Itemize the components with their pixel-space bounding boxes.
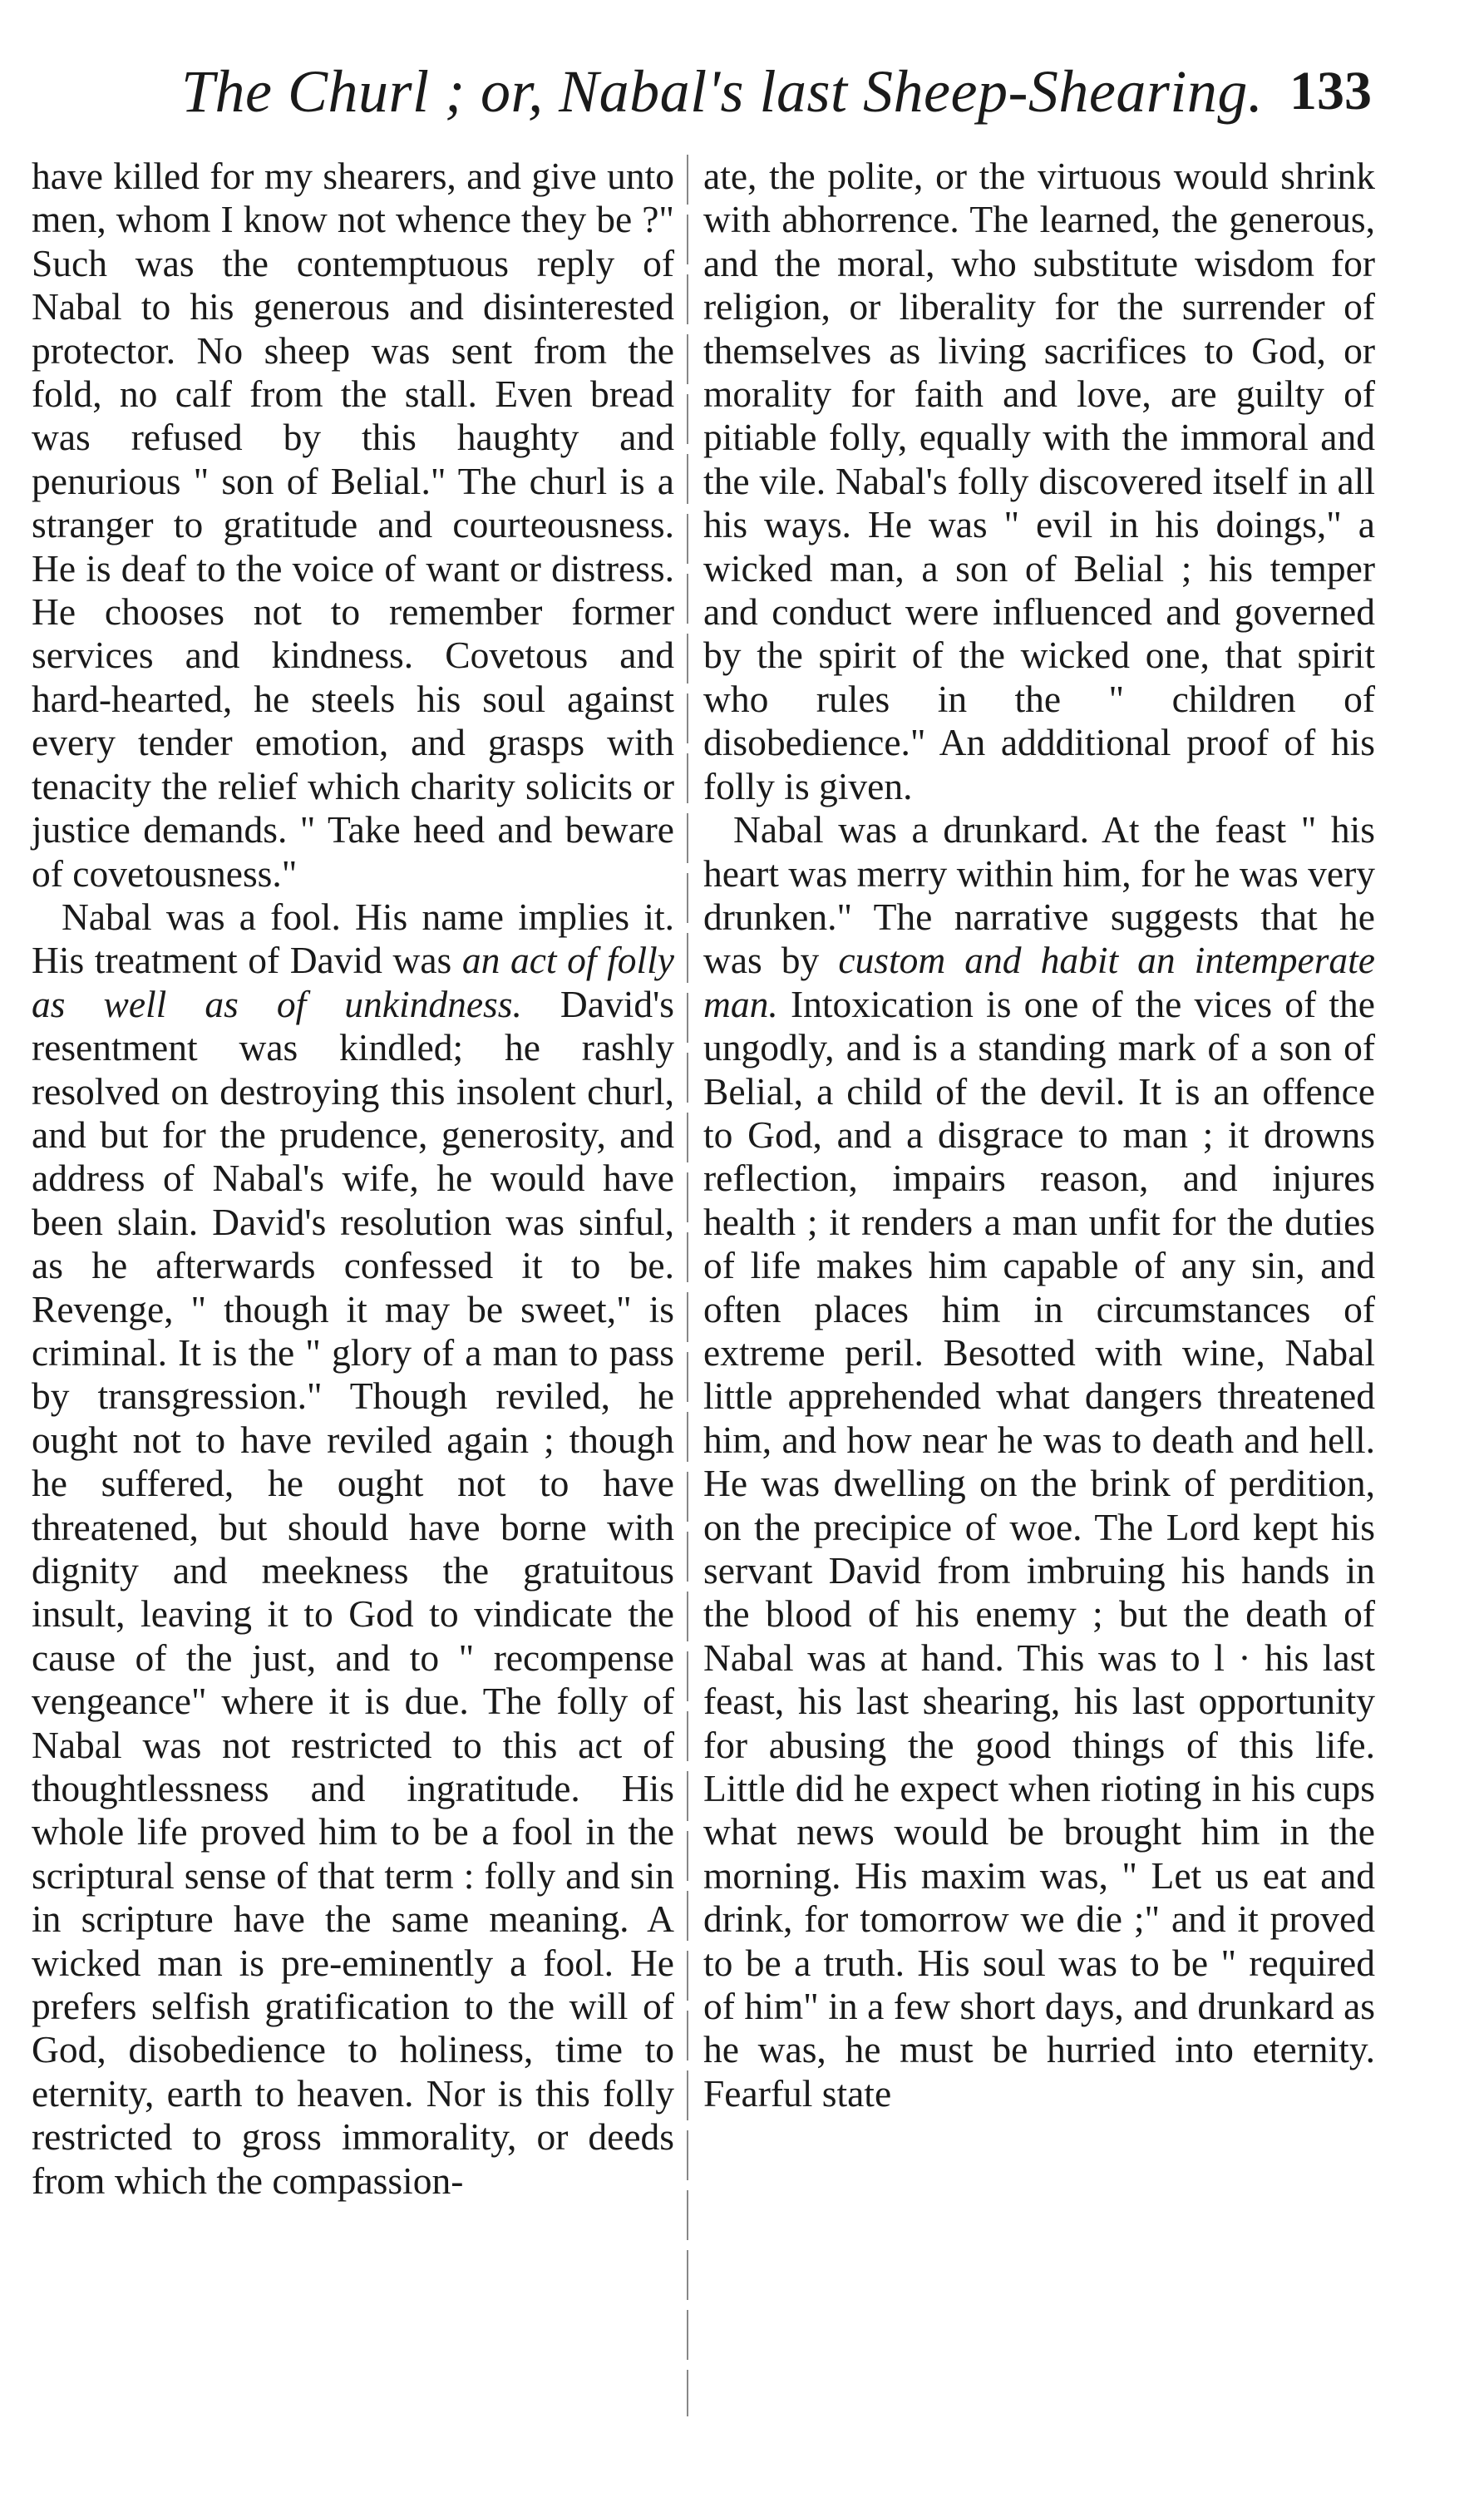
paragraph: have killed for my shearers, and give unto men, whom I know not whence they be ?" Such was the contemptuous reply of Nabal to his generous and disinterested protector. No sheep was sent from the fold, no calf from the stall. Even bread was refused by this haughty and penurious " son of Belial." The churl is a stranger to gratitude and courteousness. He is deaf to the voice of want or distress. He chooses not to remember former services and kindness. Covetous and hard-hearted, he steels his soul against every tender emotion, and grasps with tenacity the relief which charity solicits or justice demands. " Take heed and beware of covetousness."	[32, 155, 674, 895]
paragraph	[703, 808, 1375, 2115]
emphasis-text: custom and habit an intemperate man.	[703, 939, 1375, 1025]
paragraph: ate, the polite, or the virtuous would shrink with abhorrence. The learned, the generous, and the moral, who substitute wisdom for religion, or liberality for the surrender of themselves as living sacrifices to God, or morality for faith and love, are guilty of pitiable folly, equally with the immoral and the vile. Nabal's folly discovered itself in all his ways. He was " evil in his doings," a wicked man, a son of Belial ; his temper and conduct were influenced and governed by the spirit of the wicked one, that spirit who rules in the " children of disobedience." An addditional proof of his folly is given.	[703, 155, 1375, 807]
emphasis-text: an act of folly as well as of unkindness.	[32, 939, 674, 1025]
page-header	[166, 50, 1372, 133]
text-run: Nabal was a drunkard. At the feast " his heart was merry within him, for he was very drunken." The narrative suggests that he was by	[703, 808, 1375, 982]
right-column	[703, 155, 1375, 2483]
paragraph	[32, 896, 674, 2203]
text-run: David's resentment was kindled; he rashly resolved on destroying this insolent churl, and but for the prudence, generosity, and address of Nabal's wife, he would have been slain. David's resolution was sinful, as he afterwards confessed it to be. Revenge, " though it may be sweet," is criminal. It is the " glory of a man to pass by transgression." Though reviled, he ought not to have reviled again ; though he suffered, he ought not to have threatened, but should have borne with dignity and meekness the gratuitous insult, leaving it to God to vindicate the cause of the just, and to " recompense vengeance" where it is due. The folly of Nabal was not restricted to this act of thoughtlessness and ingratitude. His whole life proved him to be a fool in the scriptural sense of that term : folly and sin in scripture have the same meaning. A wicked man is pre-eminently a fool. He prefers selfish gratification to the will of God, disobedience to holiness, time to eternity, earth to heaven. Nor is this folly restricted to gross immorality, or deeds from which the compassion-	[32, 982, 674, 2202]
page-number: 133	[1289, 61, 1372, 121]
left-column	[32, 155, 674, 2483]
text-run: Intoxication is one of the vices of the ungodly, and is a standing mark of a son of Belial, a child of the devil. It is an offence to God, and a disgrace to man ; it drowns reflection, impairs reason, and injures health ; it renders a man unfit for the duties of life makes him capable of any sin, and often places him in circumstances of extreme peril. Besotted with wine, Nabal little apprehended what dangers threatened him, and how near he was to death and hell. He was dwelling on the brink of perdition, on the precipice of woe. The Lord kept his servant David from imbruing his hands in the blood of his enemy ; but the death of Nabal was at hand. This was to l · his last feast, his last shearing, his last opportunity for abusing the good things of this life. Little did he expect when rioting in his cups what news would be brought him in the morning. His maxim was, " Let us eat and drink, for tomorrow we die ;" and it proved to be a truth. His soul was to be " required of him" in a few short days, and drunkard as he was, he must be hurried into eternity. Fearful state	[703, 982, 1375, 2115]
column-divider	[687, 155, 688, 2416]
running-title: The Churl ; or, Nabal's last Sheep-Shearing.	[181, 58, 1264, 125]
text-run: Nabal was a fool. His name implies it. His treatment of David was	[32, 895, 674, 982]
